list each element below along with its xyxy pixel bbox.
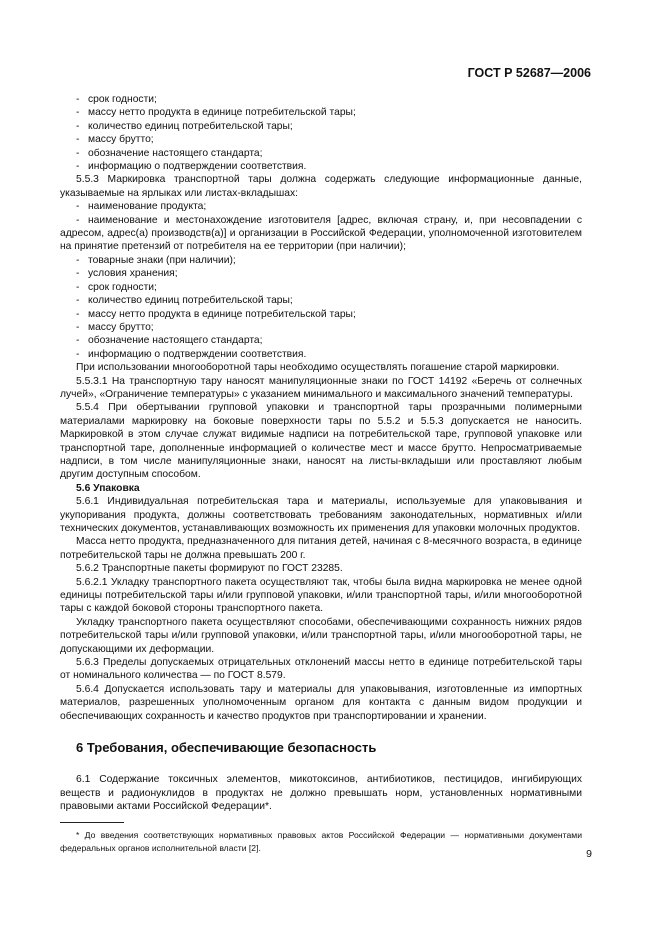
standard-header: ГОСТ Р 52687—2006 bbox=[467, 66, 591, 80]
list-item: - количество единиц потребительской тары; bbox=[76, 120, 293, 132]
paragraph-net-mass: Масса нетто продукта, предназначенного для питания детей, начиная с 8-месячного возраста, в единице потребительской тары не должна превышать 200 г. bbox=[60, 536, 582, 561]
clause-5-6-2: 5.6.2 Транспортные пакеты формируют по ГОСТ 23285. bbox=[76, 563, 343, 575]
list-item: - количество единиц потребительской тары; bbox=[76, 295, 293, 307]
subsection-heading-5-6: 5.6 Упаковка bbox=[76, 482, 140, 494]
list-item: - товарные знаки (при наличии); bbox=[76, 254, 236, 266]
page-number: 9 bbox=[586, 848, 592, 860]
list-item: - массу брутто; bbox=[76, 321, 154, 333]
list-item: - срок годности; bbox=[76, 281, 157, 293]
list-item: - массу нетто продукта в единице потребительской тары; bbox=[76, 308, 356, 320]
clause-5-6-3: 5.6.3 Пределы допускаемых отрицательных отклонений массы нетто в единице потребительской тары от номинального количества — по ГОСТ 8.579. bbox=[60, 657, 582, 682]
list-item: - обозначение настоящего стандарта; bbox=[76, 147, 263, 159]
clause-5-5-3-1: 5.5.3.1 На транспортную тару наносят манипуляционные знаки по ГОСТ 14192 «Беречь от солнечных лучей», «Ограничение температуры» с указанием минимального и максимального значений температуры. bbox=[60, 375, 582, 400]
list-item-manufacturer: - наименование и местонахождение изготовителя [адрес, включая страну, и, при несовпадении с адресом, адрес(а) производств(а)] и организации в Российской Федерации, уполномоченной изготовителем на принятие претензий от потребителя на ее территории (при наличии); bbox=[60, 214, 582, 253]
list-item: - информацию о подтверждении соответствия. bbox=[76, 348, 307, 360]
footnote: * До введения соответствующих нормативных правовых актов Российской Федерации — нормативными документами федеральных органов исполнительной власти [2]. bbox=[60, 830, 582, 853]
paragraph-pallet-layout: Укладку транспортного пакета осуществляют способами, обеспечивающими сохранность нижних рядов потребительской тары и/или групповой упаковки, и/или транспортной тары, и/или многооборотной тары, не допускающими их деформации. bbox=[60, 616, 582, 655]
clause-5-5-4: 5.5.4 При обертывании групповой упаковки и транспортной тары прозрачными полимерными материалами маркировку на боковые поверхности тары по 5.5.2 и 5.5.3 допускается не наносить. Маркировкой в этом случае служат видимые надписи на потребительской таре, групповой упаковке или транспортной таре, дополненные информацией о количестве мест и массе брутто. Непросматриваемые надписи, в том числе манипуляционные знаки, наносят на листы-вкладыши или проставляют любым другим доступным способом. bbox=[60, 402, 582, 481]
list-item: - наименование продукта; bbox=[76, 201, 207, 213]
list-item: - условия хранения; bbox=[76, 268, 178, 280]
page-body bbox=[60, 93, 582, 854]
list-item: - массу нетто продукта в единице потребительской тары; bbox=[76, 107, 356, 119]
list-item: - обозначение настоящего стандарта; bbox=[76, 335, 263, 347]
list-item: - информацию о подтверждении соответствия. bbox=[76, 161, 307, 173]
list-item: - массу брутто; bbox=[76, 134, 154, 146]
clause-5-6-2-1: 5.6.2.1 Укладку транспортного пакета осуществляют так, чтобы была видна маркировка не менее одной единицы потребительской тары и/или групповой упаковки, и/или транспортной тары, и/или многооборотной тары с каждой боковой стороны транспортного пакета. bbox=[60, 576, 582, 615]
clause-5-6-4: 5.6.4 Допускается использовать тару и материалы для упаковывания, изготовленные из импортных материалов, разрешенных уполномоченным органом для контакта с данным видом продукции и обеспечивающих сохранность и качество продуктов при транспортировании и хранении. bbox=[60, 683, 582, 722]
section-6-title: 6 Требования, обеспечивающие безопасность bbox=[76, 740, 377, 756]
paragraph-reusable-tare: При использовании многооборотной тары необходимо осуществлять погашение старой маркировки. bbox=[76, 362, 560, 374]
clause-5-5-3: 5.5.3 Маркировка транспортной тары должна содержать следующие информационные данные, указываемые на ярлыках или листах-вкладышах: bbox=[60, 174, 582, 199]
clause-5-6-1: 5.6.1 Индивидуальная потребительская тара и материалы, используемые для упаковывания и укупоривания продукта, должны соответствовать требованиям законодательных, нормативных и/или технических документов, устанавливающих возможность их применения для упаковки молочных продуктов. bbox=[60, 496, 582, 534]
clause-6-1: 6.1 Содержание токсичных элементов, микотоксинов, антибиотиков, пестицидов, ингибирующих веществ и радионуклидов в продуктах не должно превышать норм, установленных нормативными правовыми актами Российской Федерации*. bbox=[60, 774, 582, 812]
footnote-divider bbox=[60, 822, 124, 823]
list-item: - срок годности; bbox=[76, 94, 157, 105]
